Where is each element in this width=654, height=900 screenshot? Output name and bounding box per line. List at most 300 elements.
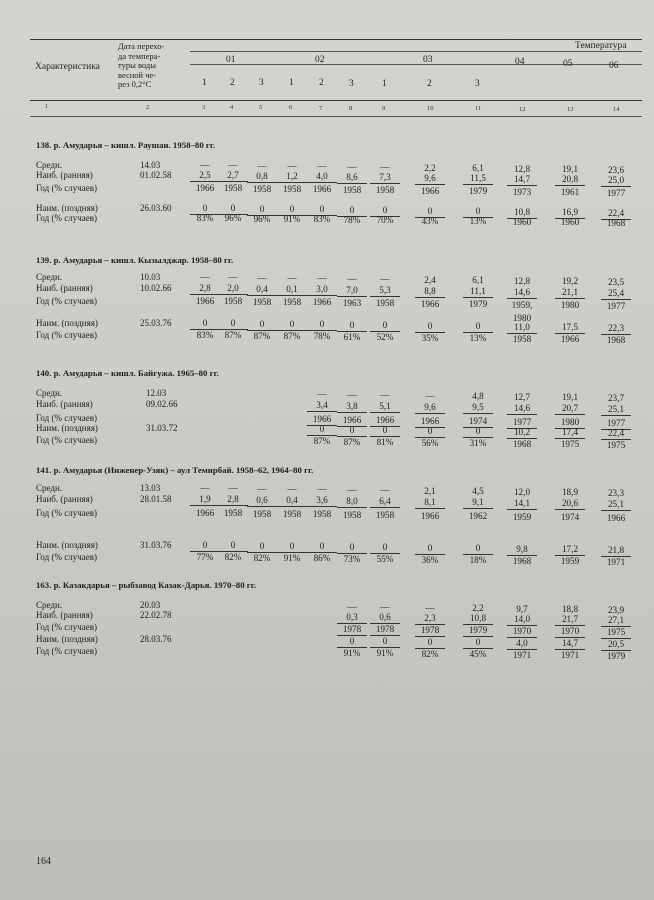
table-cell: — (347, 601, 357, 612)
table-cell: 0 (427, 636, 433, 647)
row-date: 28.01.58 (140, 494, 172, 504)
table-cell: 1,2 (286, 171, 298, 182)
cell-underline (601, 299, 631, 300)
table-cell: 73% (343, 553, 361, 564)
header-transition-date: Дата перехо- да темпера- туры воды весной че- рез 0,2°С (118, 41, 165, 89)
table-cell: 83% (196, 213, 214, 224)
table-cell: 14,1 (513, 497, 531, 508)
column-number: 12 (519, 105, 526, 113)
cell-underline (507, 185, 537, 186)
table-cell: 61% (343, 331, 361, 342)
table-cell: 1968 (512, 555, 532, 566)
header-bottom-rule (30, 100, 642, 101)
decade-header: 1 (202, 78, 207, 89)
table-cell: 7,3 (379, 172, 391, 183)
header-top-rule (30, 39, 642, 40)
table-cell: 36% (421, 554, 439, 565)
cell-underline (415, 508, 445, 509)
month-header: 02 (315, 55, 325, 65)
table-cell: 17,2 (561, 544, 579, 555)
table-cell: 27,1 (607, 614, 625, 625)
table-cell: 4,5 (472, 486, 484, 497)
table-cell: 0 (349, 319, 355, 330)
table-cell: 1958 (342, 184, 362, 195)
cell-underline (370, 507, 400, 508)
table-cell: 0 (427, 425, 433, 436)
row-label: Год (% случаев) (36, 552, 97, 562)
cell-underline (370, 412, 400, 413)
table-cell: 0 (259, 203, 265, 214)
table-cell: 0,6 (379, 612, 391, 623)
row-date: 28.03.76 (140, 634, 172, 644)
cell-underline (307, 295, 337, 296)
table-cell: 21,8 (607, 544, 625, 555)
table-cell: 82% (421, 648, 439, 659)
table-cell: 14,0 (513, 613, 531, 624)
table-cell: 1968 (606, 334, 626, 345)
table-cell: 0 (475, 321, 481, 332)
table-cell: 3,4 (316, 400, 328, 411)
row-label: Год (% случаев) (36, 435, 97, 445)
table-cell: — (317, 273, 327, 284)
table-cell: 1966 (420, 510, 440, 521)
table-cell: 1961 (560, 187, 580, 198)
table-cell: 1970 (560, 626, 580, 637)
table-cell: 1980 (560, 300, 580, 311)
table-cell: — (228, 272, 238, 283)
row-label: Наиб. (ранняя) (36, 610, 93, 620)
decade-header: 2 (427, 78, 432, 89)
row-label: Наим. (поздняя) (36, 540, 98, 550)
month-header: 03 (423, 55, 433, 65)
table-cell: 96% (224, 213, 242, 224)
month-header: 01 (226, 55, 236, 65)
table-cell: 0 (427, 205, 433, 216)
column-number: 13 (567, 105, 574, 113)
row-label: Средн. (36, 272, 63, 282)
table-cell: 2,8 (227, 494, 239, 505)
table-cell: 20,6 (561, 498, 579, 509)
table-cell: 14,7 (513, 173, 531, 184)
row-label: Средн. (36, 160, 63, 170)
table-cell: 12,0 (513, 486, 531, 497)
cell-underline (277, 182, 307, 183)
row-date: 26.03.60 (140, 203, 172, 213)
cell-underline (370, 296, 400, 297)
table-cell: 1966 (312, 414, 332, 425)
table-cell: 1966 (195, 183, 215, 194)
table-cell: 1958 (312, 509, 332, 520)
table-cell: 1977 (606, 187, 626, 198)
table-cell: 10,8 (469, 613, 487, 624)
table-cell: 5,3 (379, 285, 391, 296)
table-cell: 0,4 (286, 495, 298, 506)
table-cell: — (380, 162, 390, 173)
table-cell: 6,1 (472, 163, 484, 174)
decade-header: 2 (230, 78, 235, 89)
table-cell: 14,6 (513, 402, 531, 413)
table-cell: 1958 (342, 509, 362, 520)
column-number: 9 (382, 104, 386, 112)
table-cell: 1958 (375, 510, 395, 521)
column-number: 1 (45, 103, 49, 111)
row-date: 12.03 (146, 388, 167, 398)
column-numbers-rule (30, 116, 642, 117)
table-cell: 1958 (282, 184, 302, 195)
table-cell: 1959 (560, 556, 580, 567)
table-cell: 77% (196, 552, 214, 563)
table-cell: 1958 (375, 298, 395, 309)
table-cell: 2,2 (472, 603, 484, 614)
table-cell: — (257, 160, 267, 171)
table-cell: 0 (427, 320, 433, 331)
table-cell: 25,1 (607, 498, 625, 509)
table-cell: 0 (202, 318, 208, 329)
table-cell: 0 (475, 426, 481, 437)
table-cell: 2,1 (424, 485, 436, 496)
table-cell: 0 (230, 203, 236, 214)
table-cell: — (380, 390, 390, 401)
cell-underline (247, 506, 277, 507)
cell-underline (218, 505, 248, 506)
decade-header: 3 (259, 78, 264, 89)
row-label: Средн. (36, 388, 63, 398)
table-cell: 20,8 (561, 174, 579, 185)
cell-underline (555, 185, 585, 186)
table-cell: 0 (382, 320, 388, 331)
table-cell: 1975 (560, 439, 580, 450)
table-cell: 0 (259, 318, 265, 329)
table-cell: 1962 (468, 511, 488, 522)
table-cell: — (200, 483, 210, 494)
table-cell: 1979 (468, 186, 488, 197)
table-cell: 2,7 (227, 170, 239, 181)
table-cell: 1979 (606, 650, 626, 661)
table-cell: 78% (343, 214, 361, 225)
table-cell: 1978 (375, 624, 395, 635)
cell-underline (601, 186, 631, 187)
cell-underline (337, 296, 367, 297)
table-cell: 0 (349, 541, 355, 552)
table-cell: 45% (469, 649, 487, 660)
table-cell: 9,1 (472, 497, 484, 508)
column-number: 14 (613, 105, 620, 113)
table-cell: — (287, 484, 297, 495)
row-label: Наиб. (ранняя) (36, 283, 93, 293)
table-cell: 0 (349, 204, 355, 215)
table-cell: 8,0 (346, 495, 358, 506)
table-cell: 1958 (252, 183, 272, 194)
cell-underline (190, 505, 220, 506)
cell-underline (601, 415, 631, 416)
section-title: 139. р. Амударья – кишл. Кызылджар. 1958–80 гг. (36, 255, 234, 265)
table-cell: 19,2 (561, 276, 579, 287)
table-cell: 1966 (420, 415, 440, 426)
table-cell: 3,6 (316, 495, 328, 506)
table-cell: 0 (289, 204, 295, 215)
cell-underline (247, 182, 277, 183)
row-label: Средн. (36, 600, 63, 610)
table-cell: — (425, 390, 435, 401)
column-number: 6 (289, 104, 293, 112)
table-cell: 0 (382, 205, 388, 216)
table-cell: 2,5 (199, 170, 211, 181)
row-label: Наим. (поздняя) (36, 318, 98, 328)
cell-underline (463, 508, 493, 509)
table-cell: 8,8 (424, 285, 436, 296)
month-header: 05 (563, 59, 573, 69)
table-cell: 19,1 (561, 164, 579, 175)
table-cell: 1958 (223, 296, 243, 307)
month-header: 06 (609, 61, 619, 71)
table-cell: 83% (196, 330, 214, 341)
table-cell: 6,4 (379, 496, 391, 507)
cell-underline (463, 297, 493, 298)
cell-underline (337, 183, 367, 184)
row-label: Наиб. (ранняя) (36, 494, 93, 504)
table-cell: 0 (230, 318, 236, 329)
page-number: 164 (36, 856, 51, 867)
table-cell: 82% (253, 552, 271, 563)
row-label: Наиб. (ранняя) (36, 399, 93, 409)
table-cell: 1974 (560, 512, 580, 523)
table-cell: 18,8 (561, 604, 579, 615)
column-number: 5 (259, 104, 263, 112)
table-cell: — (287, 161, 297, 172)
cell-underline (415, 413, 445, 414)
table-cell: 0 (382, 542, 388, 553)
table-cell: 87% (313, 436, 331, 447)
table-cell: 6,1 (472, 275, 484, 286)
table-cell: 87% (283, 331, 301, 342)
table-cell: — (347, 273, 357, 284)
table-cell: 70% (376, 215, 394, 226)
row-date: 31.03.72 (146, 423, 178, 433)
table-cell: 1960 (512, 216, 532, 227)
table-cell: 1975 (606, 439, 626, 450)
table-cell: — (317, 389, 327, 400)
section-title: 141. р. Амударья (Инженер-Узяк) – аул Темирбай. 1958–62, 1964–80 гг. (36, 465, 314, 475)
table-cell: — (257, 272, 267, 283)
cell-underline (277, 506, 307, 507)
table-cell: 0 (319, 541, 325, 552)
table-cell: 0 (289, 541, 295, 552)
table-cell: 20,5 (607, 638, 625, 649)
table-cell: — (347, 389, 357, 400)
table-cell: 82% (224, 552, 242, 563)
cell-underline (337, 412, 367, 413)
table-cell: 1966 (560, 334, 580, 345)
table-cell: 18% (469, 555, 487, 566)
table-cell: 22,4 (607, 427, 625, 438)
row-label: Наим. (поздняя) (36, 423, 98, 433)
table-cell: 0 (259, 540, 265, 551)
table-cell: 91% (376, 648, 394, 659)
table-cell: 1970 (512, 625, 532, 636)
table-cell: 21,1 (561, 287, 579, 298)
temperature-rule (190, 51, 642, 52)
table-cell: 91% (283, 214, 301, 225)
table-cell: 0 (230, 540, 236, 551)
table-cell: 9,6 (424, 401, 436, 412)
table-cell: 35% (421, 332, 439, 343)
table-cell: 1958 (512, 333, 532, 344)
row-date: 31.03.76 (140, 540, 172, 550)
row-label: Год (% случаев) (36, 646, 97, 656)
row-label: Год (% случаев) (36, 622, 97, 632)
table-cell: 1966 (312, 184, 332, 195)
table-cell: — (380, 602, 390, 613)
cell-underline (555, 509, 585, 510)
table-cell: 87% (343, 436, 361, 447)
header-characteristic: Характеристика (35, 62, 100, 72)
row-label: Наим. (поздняя) (36, 203, 98, 213)
table-cell: 25,1 (607, 403, 625, 414)
table-cell: 1971 (606, 556, 626, 567)
cell-underline (463, 184, 493, 185)
table-cell: 13% (469, 333, 487, 344)
table-cell: 1958 (252, 508, 272, 519)
decade-header: 1 (382, 78, 387, 89)
cell-underline (507, 298, 537, 299)
table-cell: 0,4 (256, 283, 268, 294)
table-cell: 1978 (342, 623, 362, 634)
table-cell: 12,7 (513, 391, 531, 402)
table-cell: 87% (253, 330, 271, 341)
cell-underline (190, 294, 220, 295)
table-cell: 1974 (468, 416, 488, 427)
table-cell: 2,4 (424, 274, 436, 285)
table-cell: 0 (349, 635, 355, 646)
section-title: 138. р. Амударья – кишл. Раушан. 1958–80 гг. (36, 140, 216, 150)
table-cell: 16,9 (561, 207, 579, 218)
table-cell: 1980 (560, 417, 580, 428)
row-date: 22.02.78 (140, 610, 172, 620)
table-cell: 31% (469, 438, 487, 449)
table-cell: 12,8 (513, 163, 531, 174)
table-cell: 0 (202, 203, 208, 214)
table-cell: — (200, 160, 210, 171)
table-cell: 1960 (560, 217, 580, 228)
table-cell: 25,4 (607, 287, 625, 298)
table-cell: 14,6 (513, 286, 531, 297)
table-cell: 83% (313, 214, 331, 225)
table-cell: 1975 (606, 626, 626, 637)
table-cell: 2,8 (199, 283, 211, 294)
table-cell: 1977 (606, 300, 626, 311)
row-date: 14.03 (140, 160, 161, 170)
table-cell: 7,0 (346, 284, 358, 295)
table-cell: 0,8 (256, 170, 268, 181)
column-number: 3 (202, 104, 206, 112)
decade-header: 3 (349, 78, 354, 89)
column-number: 10 (427, 105, 434, 113)
table-cell: 1966 (606, 512, 626, 523)
table-cell: 1958 (223, 183, 243, 194)
table-cell: — (317, 161, 327, 172)
table-cell: 2,2 (424, 162, 436, 173)
cell-underline (307, 182, 337, 183)
table-cell: 1966 (312, 297, 332, 308)
table-cell: 22,3 (607, 322, 625, 333)
row-label: Год (% случаев) (36, 330, 97, 340)
row-label: Год (% случаев) (36, 296, 97, 306)
table-cell: 1971 (560, 650, 580, 661)
table-cell: 43% (421, 215, 439, 226)
row-date: 01.02.58 (140, 170, 172, 180)
table-cell: 3,8 (346, 400, 358, 411)
header-temperature: Температура (575, 41, 627, 51)
table-cell: 23,9 (607, 604, 625, 615)
table-cell: 17,4 (561, 427, 579, 438)
table-cell: 0 (475, 206, 481, 217)
table-cell: 14,7 (561, 638, 579, 649)
cell-underline (277, 295, 307, 296)
row-date: 10.03 (140, 272, 161, 282)
table-cell: 1958 (252, 296, 272, 307)
table-cell: 1958 (375, 185, 395, 196)
table-cell: 81% (376, 437, 394, 448)
decade-header: 3 (475, 79, 480, 89)
table-cell: 0 (475, 637, 481, 648)
cell-underline (507, 414, 537, 415)
months-rule (190, 64, 642, 65)
table-cell: 1958 (282, 509, 302, 520)
table-cell: 1968 (512, 438, 532, 449)
table-cell: — (257, 483, 267, 494)
table-cell: 1966 (375, 415, 395, 426)
table-cell: 23,6 (607, 164, 625, 175)
cell-underline (463, 413, 493, 414)
table-cell: 11,5 (470, 173, 486, 184)
table-cell: 0 (349, 424, 355, 435)
table-cell: 1963 (342, 297, 362, 308)
table-cell: — (228, 160, 238, 171)
table-cell: 0 (319, 424, 325, 435)
table-cell: 1958 (282, 297, 302, 308)
table-cell: — (228, 483, 238, 494)
table-cell: — (380, 485, 390, 496)
table-cell: — (200, 272, 210, 283)
cell-underline (415, 297, 445, 298)
table-cell: 78% (313, 331, 331, 342)
table-cell: 21,7 (561, 614, 579, 625)
cell-underline (307, 506, 337, 507)
cell-underline (415, 184, 445, 185)
table-cell: 86% (313, 553, 331, 564)
table-cell: 96% (253, 213, 271, 224)
table-cell: 0 (475, 543, 481, 554)
column-number: 11 (475, 105, 482, 113)
section-title: 163. р. Казакдарья – рыбзавод Казак-Дарья. 1970–80 гг. (36, 580, 257, 590)
table-cell: 8,1 (424, 496, 436, 507)
table-cell: 1966 (195, 296, 215, 307)
table-cell: 0,1 (286, 284, 298, 295)
table-cell: 1971 (512, 649, 532, 660)
row-label: Наим. (поздняя) (36, 634, 98, 644)
table-cell: 0 (382, 425, 388, 436)
month-header: 04 (515, 57, 525, 67)
cell-underline (307, 411, 337, 412)
table-cell: 1958 (223, 508, 243, 519)
table-cell: 19,1 (561, 392, 579, 403)
table-cell: 2,0 (227, 283, 239, 294)
table-cell: 1966 (195, 508, 215, 519)
table-cell: 1966 (342, 414, 362, 425)
table-cell: 1966 (420, 298, 440, 309)
table-cell: 10,8 (513, 206, 531, 217)
table-cell: 0 (319, 204, 325, 215)
